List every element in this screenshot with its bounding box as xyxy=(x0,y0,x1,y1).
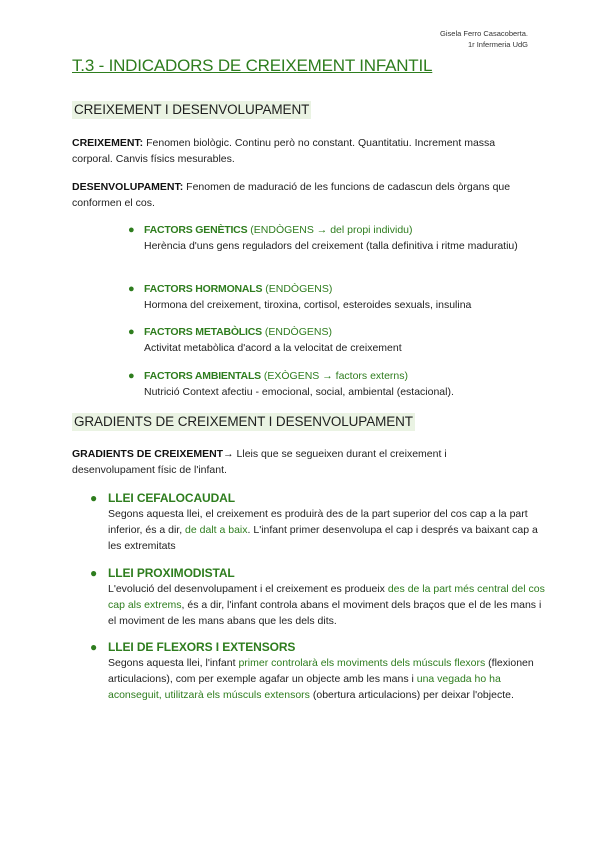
law-highlight: primer controlarà els moviments dels músculs flexors xyxy=(238,657,486,669)
desenvolupament-text: Fenomen de maduració de les funcions de cadascun dels òrgans que conformen el cos. xyxy=(72,181,511,209)
law-head: LLEI PROXIMODISTAL xyxy=(108,566,235,580)
law-highlight: des de la part més central del cos cap als extrems xyxy=(108,583,545,611)
gradients-definition xyxy=(72,446,492,478)
bullet-dot-icon: ● xyxy=(128,224,135,236)
section-heading-gradients: GRADIENTS DE CREIXEMENT I DESENVOLUPAMENT xyxy=(74,414,413,429)
factor-desc: Activitat metabòlica d'acord a la velocitat de creixement xyxy=(144,342,402,354)
law-desc xyxy=(108,581,546,629)
gradients-label: GRADIENTS DE CREIXEMENT xyxy=(72,448,224,460)
law-text: , és a dir, l'infant controla abans el moviment dels braços que el de les mans i el moviment de les mans abans que les dels dits. xyxy=(108,599,542,627)
list-item-llei-flexors-extensors xyxy=(90,639,546,703)
list-item-factors-hormonals xyxy=(128,281,524,313)
factor-desc: Herència d'uns gens reguladors del creixement (talla definitiva i ritme maduratiu) xyxy=(144,240,518,252)
law-head: LLEI DE FLEXORS I EXTENSORS xyxy=(108,640,296,654)
creixement-text: Fenomen biològic. Continu però no constant. Quantitatiu. Increment massa corporal. Canvis físics mesurables. xyxy=(72,137,496,165)
factor-desc: Nutrició Context afectiu - emocional, social, ambiental (estacional). xyxy=(144,386,454,398)
list-item-factors-metabolics xyxy=(128,324,524,356)
creixement-label: CREIXEMENT: xyxy=(72,137,144,149)
factor-head: FACTORS GENÈTICS xyxy=(144,224,248,236)
bullet-dot-icon: ● xyxy=(90,566,98,580)
section-heading-creixement: CREIXEMENT I DESENVOLUPAMENT xyxy=(74,102,310,117)
factor-head: FACTORS HORMONALS xyxy=(144,283,263,295)
law-text: (obertura articulacions) per deixar l'objecte. xyxy=(309,689,514,701)
desenvolupament-definition xyxy=(72,179,528,211)
law-highlight: una vegada ho ha aconseguit, utilitzarà els músculs extensors xyxy=(108,673,501,701)
list-item-factors-ambientals xyxy=(128,368,524,400)
bullet-dot-icon: ● xyxy=(128,283,135,295)
list-item-factors-genetics xyxy=(128,222,524,254)
factor-desc: Hormona del creixement, tiroxina, cortisol, esteroides sexuals, insulina xyxy=(144,299,472,311)
creixement-definition xyxy=(72,135,528,167)
list-item-llei-proximodistal xyxy=(90,565,546,629)
list-item-llei-cefalocaudal xyxy=(90,490,546,554)
law-text: Segons aquesta llei, l'infant xyxy=(108,657,239,669)
bullet-dot-icon: ● xyxy=(90,491,98,505)
factor-tag: (ENDÒGENS → del propi individu) xyxy=(247,224,413,236)
bullet-dot-icon: ● xyxy=(128,326,135,338)
factor-head: FACTORS METABÒLICS xyxy=(144,326,262,338)
page-title: T.3 - INDICADORS DE CREIXEMENT INFANTIL xyxy=(72,56,433,75)
law-desc xyxy=(108,655,546,703)
gradients-text: → Lleis que se segueixen durant el creixement i desenvolupament físic de l'infant. xyxy=(72,448,447,476)
factor-tag: (EXÒGENS → factors externs) xyxy=(260,370,409,382)
author-name: Gisela Ferro Casacoberta. xyxy=(440,29,528,38)
author-header xyxy=(440,28,528,50)
factor-tag: (ENDÒGENS) xyxy=(261,326,332,338)
law-text: L'evolució del desenvolupament i el creixement es produeix xyxy=(108,583,388,595)
law-text: Segons aquesta llei, el creixement es produirà des de la part superior del cos cap a la part inferior, és a dir, xyxy=(108,508,528,536)
factor-head: FACTORS AMBIENTALS xyxy=(144,370,261,382)
law-desc xyxy=(108,506,546,554)
bullet-dot-icon: ● xyxy=(90,640,98,654)
law-head: LLEI CEFALOCAUDAL xyxy=(108,491,235,505)
law-text: . L'infant primer desenvolupa el cap i després va baixant cap a les extremitats xyxy=(108,524,538,552)
law-highlight: de dalt a baix xyxy=(185,524,248,536)
law-text: (flexionen articulacions), com per exemple agafar un objecte amb les mans i xyxy=(108,657,534,685)
bullet-dot-icon: ● xyxy=(128,370,135,382)
factor-tag: (ENDÒGENS) xyxy=(262,283,333,295)
author-course: 1r Infermeria UdG xyxy=(467,40,528,49)
desenvolupament-label: DESENVOLUPAMENT: xyxy=(72,181,184,193)
